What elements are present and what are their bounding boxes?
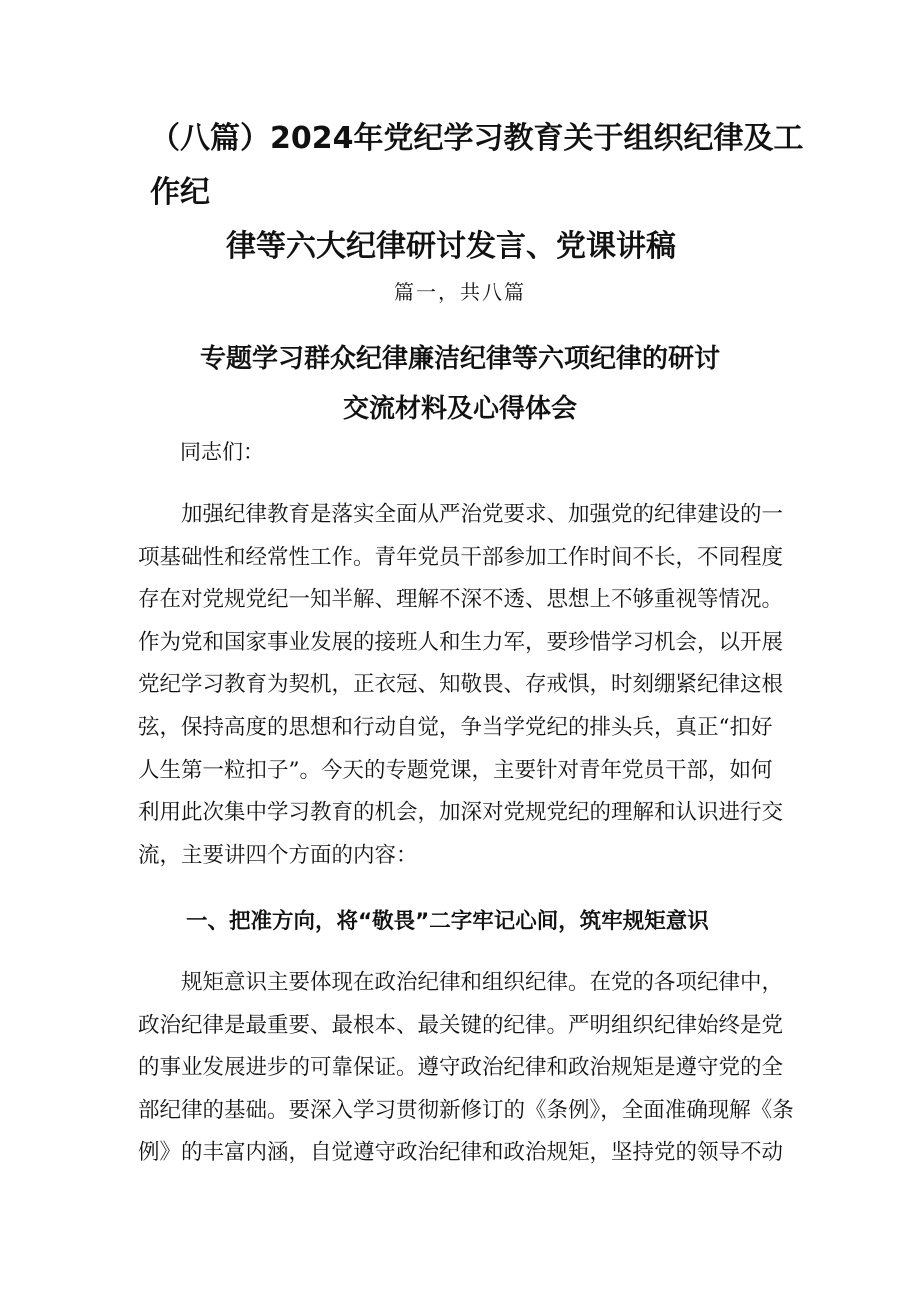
salutation: 同志们： [180, 440, 264, 464]
text-line: 加强纪律教育是落实全面从严治党要求、加强党的纪律建设的一 [138, 502, 784, 527]
text-line: 作为党和国家事业发展的接班人和生力军，要珍惜学习机会，以开展 [138, 629, 784, 655]
document-title-line-2: 律等六大纪律研讨发言、党课讲稿 [226, 229, 676, 264]
text-line: 项基础性和经常性工作。青年党员干部参加工作时间不长，不同程度 [138, 544, 784, 570]
text-line: 存在对党规党纪一知半解、理解不深不透、思想上不够重视等情况。 [138, 587, 784, 613]
text-line: 部纪律的基础。要深入学习贯彻新修订的《条例》，全面准确现解《条 [138, 1097, 794, 1123]
text-line: 规矩意识主要体现在政治纪律和组织纪律。在党的各项纪律中， [138, 970, 784, 995]
section-title [0, 334, 920, 434]
section-heading-1: 一、把准方向，将“敬畏”二字牢记心间，筑牢规矩意识 [186, 909, 709, 934]
section-title-line-2: 交流材料及心得体会 [342, 394, 577, 424]
paragraph-intro [138, 494, 788, 877]
document-title [150, 112, 810, 274]
section-title-line-1: 专题学习群众纪律廉洁纪律等六项纪律的研讨 [199, 344, 720, 374]
text-line: 的事业发展进步的可靠保证。遵守政治纪律和政治规矩是遵守党的全 [138, 1055, 784, 1081]
text-line: 利用此次集中学习教育的机会，加深对党规党纪的理解和认识进行交 [138, 800, 784, 826]
text-line: 弦，保持高度的思想和行动自觉，争当学党纪的排头兵，真正“扣好 [138, 714, 773, 740]
text-line: 例》的丰富内涵，自觉遵守政治纪律和政治规矩，坚持党的领导不动 [138, 1140, 784, 1166]
text-line: 政治纪律是最重要、最根本、最关键的纪律。严明组织纪律始终是党 [138, 1012, 784, 1038]
text-line: 流，主要讲四个方面的内容： [138, 842, 418, 868]
text-line: 人生第一粒扣子”。今天的专题党课，主要针对青年党员干部，如何 [138, 757, 773, 783]
document-title-line-1: （八篇）2024年党纪学习教育关于组织纪律及工作纪 [150, 121, 804, 210]
part-label: 篇一，共八篇 [394, 280, 526, 304]
text-line: 党纪学习教育为契机，正衣冠、知敬畏、存戒惧，时刻绷紧纪律这根 [138, 672, 784, 698]
paragraph-section-1 [138, 962, 794, 1175]
